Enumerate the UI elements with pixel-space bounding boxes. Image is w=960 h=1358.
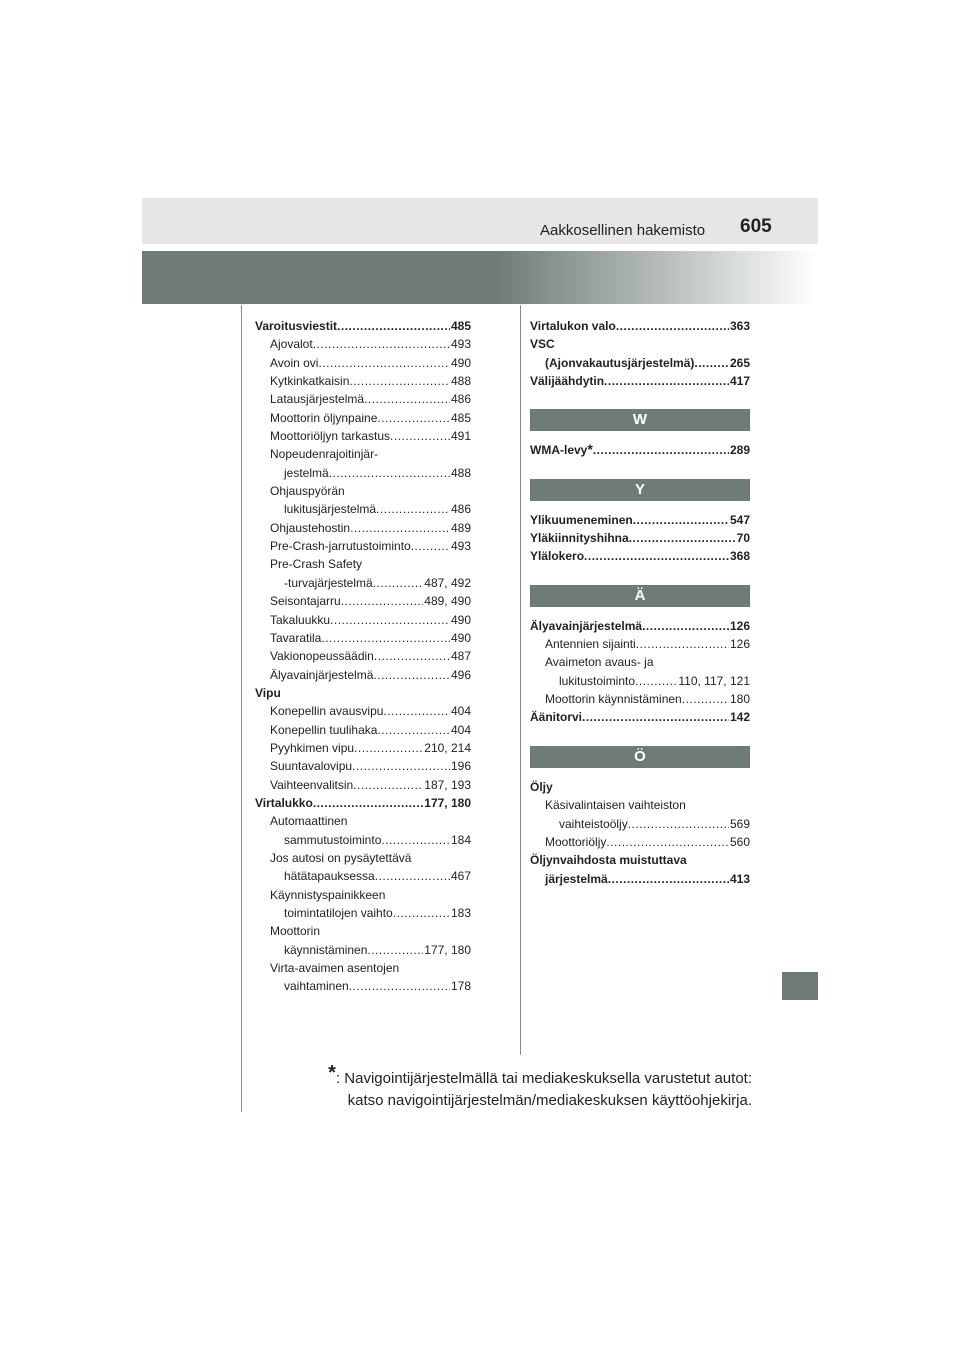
index-entry-term: Tavaratila bbox=[270, 630, 322, 645]
dot-leader bbox=[682, 690, 729, 708]
chapter-side-tab bbox=[782, 972, 818, 1000]
index-entry-term: Konepellin avausvipu bbox=[270, 704, 384, 719]
dot-leader bbox=[604, 372, 729, 390]
index-entry-pages: 487 bbox=[450, 649, 471, 664]
dot-leader bbox=[393, 904, 450, 922]
letter-heading-ae: Ä bbox=[530, 585, 750, 607]
dot-leader bbox=[616, 317, 729, 335]
index-entry bbox=[255, 812, 471, 830]
dot-leader bbox=[636, 635, 729, 653]
index-entry bbox=[255, 427, 471, 445]
index-entry bbox=[255, 335, 471, 353]
dot-leader bbox=[629, 529, 736, 547]
dot-leader bbox=[375, 867, 450, 885]
dot-leader bbox=[374, 647, 450, 665]
index-entry bbox=[255, 757, 471, 775]
index-entry bbox=[255, 794, 471, 812]
index-entry-term: Pre-Crash-jarrutustoiminto bbox=[270, 539, 411, 554]
index-entry bbox=[530, 708, 750, 726]
index-entry bbox=[530, 815, 750, 833]
index-entry-pages: 368 bbox=[729, 549, 750, 564]
index-entry-pages: 196 bbox=[450, 759, 471, 774]
letter-heading-w: W bbox=[530, 409, 750, 431]
index-entry-term: lukitustoiminto bbox=[559, 673, 636, 688]
index-entry-pages: 486 bbox=[450, 502, 471, 517]
index-entry-pages: 210, 214 bbox=[424, 740, 471, 755]
letter-heading-y: Y bbox=[530, 479, 750, 501]
index-entry-pages: 485 bbox=[450, 319, 471, 333]
index-entry bbox=[255, 482, 471, 500]
dot-leader bbox=[377, 409, 450, 427]
index-entry-term: Ajovalot bbox=[270, 337, 313, 352]
index-entry-term: (Ajonvakautusjärjestelmä) bbox=[545, 355, 695, 370]
index-entry-term: -turvajärjestelmä bbox=[284, 575, 373, 590]
index-entry bbox=[255, 592, 471, 610]
index-entry-term: hätätapauksessa bbox=[284, 869, 375, 884]
dot-leader bbox=[411, 537, 450, 555]
dot-leader bbox=[337, 317, 450, 335]
index-entry-pages: 126 bbox=[729, 618, 750, 633]
index-entry-pages: 126 bbox=[729, 637, 750, 652]
index-entry-pages: 496 bbox=[450, 667, 471, 682]
index-entry bbox=[255, 555, 471, 573]
right-index-column bbox=[530, 317, 750, 888]
index-entry-term: Jos autosi on pysäytettävä bbox=[270, 850, 412, 865]
index-entry-pages: 183 bbox=[450, 906, 471, 920]
dot-leader bbox=[694, 354, 729, 372]
index-entry-pages: 180 bbox=[729, 692, 750, 707]
dot-leader bbox=[349, 977, 450, 995]
index-entry bbox=[530, 529, 750, 547]
index-entry bbox=[530, 335, 750, 353]
index-entry bbox=[530, 778, 750, 796]
index-entry bbox=[255, 464, 471, 482]
index-entry bbox=[255, 519, 471, 537]
index-entry-term: Moottorin bbox=[270, 924, 321, 939]
index-entry-pages: 178 bbox=[450, 979, 471, 994]
index-entry bbox=[530, 653, 750, 671]
dot-leader bbox=[633, 511, 729, 529]
index-entry-pages: 486 bbox=[450, 392, 471, 407]
index-entry bbox=[530, 870, 750, 888]
index-entry-term: Antennien sijainti bbox=[545, 637, 636, 652]
dot-leader bbox=[608, 870, 729, 888]
header-gradient-bar bbox=[142, 251, 818, 304]
index-entry-term: Avaimeton avaus- ja bbox=[545, 655, 654, 670]
index-entry bbox=[255, 977, 471, 995]
index-entry-term: Vipu bbox=[255, 685, 281, 700]
index-entry-term: Varoitusviestit bbox=[255, 319, 338, 333]
index-entry-term: Öljynvaihdosta muistuttava bbox=[530, 853, 687, 868]
index-entry-pages: 289 bbox=[729, 443, 750, 458]
index-entry bbox=[255, 647, 471, 665]
index-entry-pages: 177, 180 bbox=[424, 795, 471, 810]
dot-leader bbox=[329, 464, 450, 482]
index-entry bbox=[255, 409, 471, 427]
center-vertical-rule bbox=[520, 305, 521, 1055]
dot-leader bbox=[354, 739, 423, 757]
dot-leader bbox=[373, 574, 424, 592]
index-entry bbox=[530, 796, 750, 814]
index-entry bbox=[530, 672, 750, 690]
dot-leader bbox=[383, 702, 450, 720]
index-entry bbox=[255, 831, 471, 849]
index-entry bbox=[530, 372, 750, 390]
index-entry-pages: 488 bbox=[450, 374, 471, 389]
index-entry-term: Virtalukon valo bbox=[530, 319, 616, 333]
index-entry bbox=[255, 629, 471, 647]
index-entry-term: käynnistäminen bbox=[284, 942, 368, 957]
index-entry-pages: 493 bbox=[450, 337, 471, 352]
index-entry bbox=[255, 317, 471, 335]
index-entry-term: Latausjärjestelmä bbox=[270, 392, 365, 407]
index-entry-term: vaihtaminen bbox=[284, 979, 349, 994]
left-vertical-rule bbox=[241, 305, 242, 1112]
index-entry-pages: 490 bbox=[450, 355, 471, 370]
index-entry-term: lukitusjärjestelmä bbox=[284, 502, 377, 517]
index-entry-pages: 489 bbox=[450, 520, 471, 535]
dot-leader bbox=[606, 833, 729, 851]
index-entry-pages: 490 bbox=[450, 612, 471, 627]
index-entry-term: Nopeudenrajoitinjär- bbox=[270, 447, 379, 462]
dot-leader bbox=[377, 721, 450, 739]
index-entry-term: Virta-avaimen asentojen bbox=[270, 961, 400, 976]
index-entry-term: Kytkinkatkaisin bbox=[270, 374, 350, 389]
index-group-w bbox=[530, 441, 750, 459]
index-entry bbox=[255, 684, 471, 702]
index-entry-pages: 177, 180 bbox=[424, 942, 471, 957]
index-entry bbox=[255, 959, 471, 977]
index-entry-term: Välijäähdytin bbox=[530, 374, 605, 389]
index-entry-term: VSC bbox=[530, 337, 555, 352]
index-entry bbox=[530, 833, 750, 851]
index-entry-pages: 487, 492 bbox=[424, 575, 471, 590]
index-entry-term: Älyavainjärjestelmä bbox=[530, 618, 643, 633]
index-entry-term: Moottorin käynnistäminen bbox=[545, 692, 682, 707]
index-entry-term: järjestelmä bbox=[545, 871, 608, 886]
index-entry-pages: 489, 490 bbox=[424, 594, 471, 609]
index-entry-pages: 184 bbox=[450, 832, 471, 847]
footnote-star: * bbox=[328, 1062, 336, 1084]
dot-leader bbox=[584, 547, 729, 565]
index-entry bbox=[530, 354, 750, 372]
index-entry-term: Seisontajarru bbox=[270, 594, 341, 609]
index-entry bbox=[255, 776, 471, 794]
index-entry-term: Ohjauspyörän bbox=[270, 484, 345, 499]
index-entry-term: Vaihteenvalitsin bbox=[270, 777, 354, 792]
dot-leader bbox=[313, 794, 423, 812]
index-entry-term: Takaluukku bbox=[270, 612, 331, 627]
index-entry bbox=[530, 547, 750, 565]
header-box bbox=[142, 198, 818, 244]
index-entry-pages: 488 bbox=[450, 465, 471, 480]
dot-leader bbox=[364, 390, 450, 408]
footnote-line-2: katso navigointijärjestelmän/mediakeskuksen käyttöohjekirja. bbox=[347, 1092, 752, 1109]
index-entry bbox=[255, 849, 471, 867]
index-entry-pages: 70 bbox=[736, 531, 750, 546]
index-entry-pages: 485 bbox=[450, 410, 471, 425]
index-entry bbox=[255, 904, 471, 922]
index-entry-term: Öljy bbox=[530, 779, 553, 794]
dot-leader bbox=[341, 592, 424, 610]
dot-leader bbox=[349, 372, 450, 390]
index-entry bbox=[530, 635, 750, 653]
index-entry-pages: 363 bbox=[729, 319, 750, 333]
index-entry bbox=[255, 666, 471, 684]
index-entry bbox=[255, 372, 471, 390]
index-entry bbox=[255, 702, 471, 720]
index-entry bbox=[255, 390, 471, 408]
dot-leader bbox=[635, 672, 677, 690]
dot-leader bbox=[376, 500, 450, 518]
index-entry-pages: 413 bbox=[729, 871, 750, 886]
index-entry bbox=[530, 511, 750, 529]
index-entry-term: Avoin ovi bbox=[270, 355, 319, 370]
index-entry bbox=[255, 500, 471, 518]
index-entry-pages: 491 bbox=[450, 429, 471, 444]
index-entry bbox=[530, 690, 750, 708]
index-entry-term: WMA-levy bbox=[530, 443, 588, 458]
dot-leader bbox=[373, 666, 450, 684]
left-index-column bbox=[255, 317, 471, 996]
index-entry-pages: 404 bbox=[450, 722, 471, 737]
dot-leader bbox=[642, 617, 729, 635]
dot-leader bbox=[381, 831, 450, 849]
index-entry bbox=[255, 867, 471, 885]
index-entry-term: Moottoriöljyn tarkastus bbox=[270, 429, 391, 444]
index-entry-term: Käynnistyspainikkeen bbox=[270, 887, 386, 902]
index-entry-term: Virtalukko bbox=[255, 795, 313, 810]
dot-leader bbox=[593, 441, 729, 459]
index-entry-pages: 110, 117, 121 bbox=[678, 673, 750, 688]
index-entry-term: toimintatilojen vaihto bbox=[284, 906, 393, 920]
index-entry-pages: 467 bbox=[450, 869, 471, 884]
footnote-line-1: : Navigointijärjestelmällä tai mediakeskuksella varustetut autot: bbox=[335, 1070, 752, 1087]
index-entry bbox=[530, 617, 750, 635]
index-entry-pages: 187, 193 bbox=[424, 777, 471, 792]
page-number: 605 bbox=[740, 216, 772, 237]
index-entry bbox=[255, 537, 471, 555]
index-entry-term: Vakionopeussäädin bbox=[270, 649, 374, 664]
dot-leader bbox=[330, 611, 450, 629]
index-entry-pages: 569 bbox=[729, 816, 750, 831]
index-entry-pages: 417 bbox=[729, 374, 750, 389]
dot-leader bbox=[321, 629, 450, 647]
index-entry bbox=[255, 941, 471, 959]
index-entry-pages: 547 bbox=[729, 512, 750, 527]
dot-leader bbox=[352, 757, 450, 775]
index-group-oe bbox=[530, 778, 750, 888]
index-entry-term: vaihteistoöljy bbox=[559, 816, 628, 831]
index-entry-term: sammutustoiminto bbox=[284, 832, 382, 847]
dot-leader bbox=[367, 941, 423, 959]
index-entry bbox=[530, 317, 750, 335]
index-entry bbox=[255, 886, 471, 904]
index-entry-pages: 142 bbox=[729, 710, 750, 725]
index-entry-term: Käsivalintaisen vaihteiston bbox=[545, 798, 686, 813]
index-group-v bbox=[530, 317, 750, 390]
index-entry-term: Ohjaustehostin bbox=[270, 520, 351, 535]
dot-leader bbox=[582, 708, 729, 726]
index-entry-term: Konepellin tuulihaka bbox=[270, 722, 378, 737]
index-entry-pages: 490 bbox=[450, 630, 471, 645]
index-entry-term: jestelmä bbox=[284, 465, 329, 480]
index-entry-pages: 493 bbox=[450, 539, 471, 554]
index-entry-pages: 265 bbox=[729, 355, 750, 370]
dot-leader bbox=[390, 427, 450, 445]
index-entry-term: Älyavainjärjestelmä bbox=[270, 667, 374, 682]
index-entry bbox=[255, 445, 471, 463]
dot-leader bbox=[350, 519, 450, 537]
index-entry-pages: 560 bbox=[729, 834, 750, 849]
index-entry-term: Äänitorvi bbox=[530, 710, 583, 725]
dot-leader bbox=[313, 335, 450, 353]
footnote bbox=[300, 1062, 752, 1112]
index-entry bbox=[255, 574, 471, 592]
index-entry-term: Automaattinen bbox=[270, 814, 348, 829]
index-entry bbox=[255, 354, 471, 372]
index-entry bbox=[530, 851, 750, 869]
header-title: Aakkosellinen hakemisto bbox=[540, 222, 706, 239]
index-entry bbox=[255, 611, 471, 629]
letter-heading-oe: Ö bbox=[530, 746, 750, 768]
index-group-y bbox=[530, 511, 750, 566]
index-entry-term: Suuntavalovipu bbox=[270, 759, 353, 774]
index-entry-pages: 404 bbox=[450, 704, 471, 719]
index-entry-term: Pre-Crash Safety bbox=[270, 557, 363, 572]
dot-leader bbox=[628, 815, 729, 833]
index-entry bbox=[255, 922, 471, 940]
index-entry bbox=[255, 739, 471, 757]
index-entry-term: Ylikuumeneminen bbox=[530, 512, 633, 527]
index-entry-term: Pyyhkimen vipu bbox=[270, 740, 355, 755]
index-entry: WMA-levy * ..... 289 bbox=[530, 441, 750, 459]
index-entry-term: Ylälokero bbox=[530, 549, 585, 564]
index-entry-term: Moottoriöljy bbox=[545, 834, 607, 849]
index-entry bbox=[255, 721, 471, 739]
dot-leader bbox=[353, 776, 423, 794]
index-entry-term: Moottorin öljynpaine bbox=[270, 410, 378, 425]
index-entry-term: Yläkiinnityshihna bbox=[530, 531, 629, 546]
index-group-ae bbox=[530, 617, 750, 727]
dot-leader bbox=[318, 354, 449, 372]
